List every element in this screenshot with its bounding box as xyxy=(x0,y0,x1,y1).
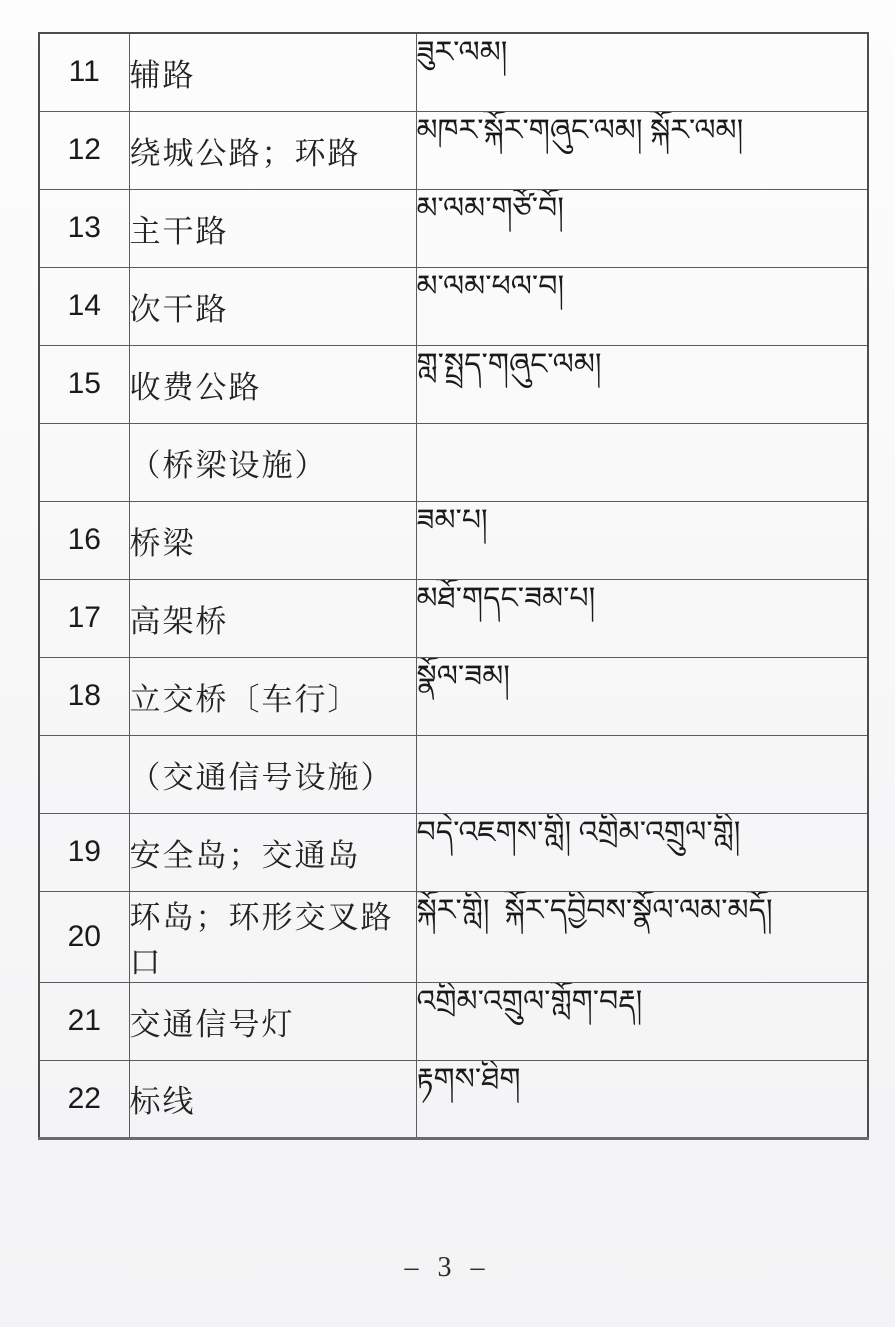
row-number-cell: 16 xyxy=(39,501,129,579)
tibetan-term-cell: མཁར་སྐོར་གཞུང་ལམ། སྐོར་ལམ། xyxy=(416,111,868,189)
table-row xyxy=(39,33,868,111)
chinese-term-cell: 安全岛；交通岛 xyxy=(129,813,416,891)
chinese-term-cell: 标线 xyxy=(129,1060,416,1138)
tibetan-term-cell: སྣོལ་ཟམ། xyxy=(416,657,868,735)
row-number-cell: 15 xyxy=(39,345,129,423)
row-number-cell: 12 xyxy=(39,111,129,189)
chinese-term-cell: 主干路 xyxy=(129,189,416,267)
row-number-cell xyxy=(39,735,129,813)
tibetan-term-cell: མཐོ་གདང་ཟམ་པ། xyxy=(416,579,868,657)
tibetan-term-cell: མ་ལམ་ཕལ་བ། xyxy=(416,267,868,345)
row-number-cell xyxy=(39,423,129,501)
tibetan-term-cell: བདེ་འཇགས་གླི། འགྲིམ་འགྲུལ་གླི། xyxy=(416,813,868,891)
row-number-cell: 22 xyxy=(39,1060,129,1138)
chinese-term-cell: 立交桥〔车行〕 xyxy=(129,657,416,735)
row-number-cell: 21 xyxy=(39,982,129,1060)
table-row xyxy=(39,982,868,1060)
table-row xyxy=(39,579,868,657)
tibetan-term-cell xyxy=(416,735,868,813)
tibetan-term-cell: སྐོར་གླི། སྐོར་དབྱིབས་སྣོལ་ལམ་མདོ། xyxy=(416,891,868,982)
chinese-term-cell: 次干路 xyxy=(129,267,416,345)
tibetan-term-cell: མ་ལམ་གཙོ་བོ། xyxy=(416,189,868,267)
table-row xyxy=(39,501,868,579)
terminology-table xyxy=(38,32,869,1140)
tibetan-term-cell: གླ་སྤྲད་གཞུང་ལམ། xyxy=(416,345,868,423)
table-row xyxy=(39,267,868,345)
tibetan-term-cell: ཟུར་ལམ། xyxy=(416,33,868,111)
chinese-term-cell: 环岛；环形交叉路口 xyxy=(129,891,416,982)
chinese-term-cell: 绕城公路；环路 xyxy=(129,111,416,189)
table-row xyxy=(39,423,868,501)
table-row xyxy=(39,735,868,813)
chinese-term-cell: （交通信号设施） xyxy=(129,735,416,813)
chinese-term-cell: 交通信号灯 xyxy=(129,982,416,1060)
row-number-cell: 20 xyxy=(39,891,129,982)
chinese-term-cell: 辅路 xyxy=(129,33,416,111)
chinese-term-cell: 桥梁 xyxy=(129,501,416,579)
table-row xyxy=(39,813,868,891)
row-number-cell: 14 xyxy=(39,267,129,345)
tibetan-term-cell xyxy=(416,423,868,501)
chinese-term-cell: 收费公路 xyxy=(129,345,416,423)
row-number-cell: 18 xyxy=(39,657,129,735)
row-number-cell: 13 xyxy=(39,189,129,267)
row-number-cell: 19 xyxy=(39,813,129,891)
table-row xyxy=(39,111,868,189)
terminology-table-body xyxy=(39,33,868,1138)
row-number-cell: 11 xyxy=(39,33,129,111)
tibetan-term-cell: ཟམ་པ། xyxy=(416,501,868,579)
table-row xyxy=(39,345,868,423)
table-row xyxy=(39,1060,868,1138)
page-number: – 3 – xyxy=(404,1252,491,1283)
table-row xyxy=(39,189,868,267)
tibetan-term-cell: འགྲིམ་འགྲུལ་གློག་བརྡ། xyxy=(416,982,868,1060)
table-row xyxy=(39,657,868,735)
table-row xyxy=(39,891,868,982)
row-number-cell: 17 xyxy=(39,579,129,657)
chinese-term-cell: （桥梁设施） xyxy=(129,423,416,501)
tibetan-term-cell: རྟགས་ཐིག xyxy=(416,1060,868,1138)
chinese-term-cell: 高架桥 xyxy=(129,579,416,657)
